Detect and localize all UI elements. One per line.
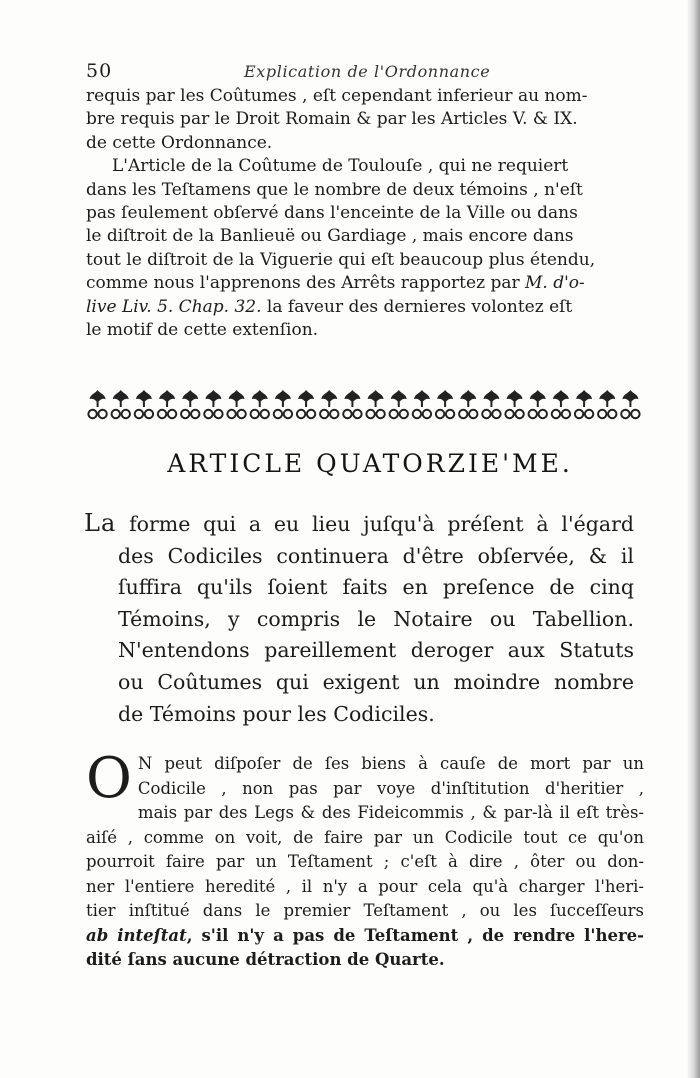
fleuron-icon [575,390,593,418]
intro-line: requis par les Coûtumes , eſt cependant inferieur au nom- [86,86,588,106]
intro-line: dans les Teſtamens que le nombre de deux témoins , n'eſt [86,179,583,200]
commentary-line: pourroit faire par un Teſtament ; c'eſt à dire , ôter ou don- [86,852,644,871]
intro-line: pas ſeulement obſervé dans l'enceinte de la Ville ou dans [86,203,578,224]
article-line: Témoins, y compris le Notaire ou Tabellion. [118,606,634,631]
fleuron-icon [621,390,639,418]
fleuron-icon [227,390,245,418]
commentary-line: aiſé , comme on voit, de faire par un Codicile tout ce qu'on [86,827,644,847]
intro-line: bre requis par le Droit Romain & par les Articles V. & IX. [86,109,578,130]
fleuron-icon [297,390,315,418]
commentary-line: tier inſtitué dans le premier Teſtament , ou les ſucceſſeurs [86,901,644,920]
article-line: N'entendons pareillement deroger aux Statuts [118,638,634,663]
article-text [84,508,634,730]
fleuron-ornament [86,388,642,422]
article-line: des Codiciles continuera d'être obſervée, & il [118,543,634,568]
commentary-line: mais par des Legs & des Fideicommis , & par-là il eſt très- [137,803,644,822]
fleuron-icon [482,390,500,418]
intro-line: live Liv. 5. Chap. 32. la faveur des dernieres volontez eſt [86,296,573,317]
fleuron-icon [204,390,222,418]
intro-line: le diſtroit de la Banlieuë ou Gardiage , mais encore dans [86,226,574,247]
fleuron-icon [274,390,292,418]
page-header [86,60,646,88]
fleuron-icon [552,390,570,418]
fleuron-icon [251,390,269,418]
fleuron-icon [390,390,408,418]
fleuron-icon [529,390,547,418]
commentary-line: ner l'entiere heredité , il n'y a pour cela qu'à charger l'heri- [86,876,644,896]
intro-line: le motif de cette extenſion. [86,320,319,341]
running-head: Explication de l'Ordonnance [244,62,491,81]
page-number: 50 [86,60,113,82]
fleuron-icon [459,390,477,418]
article-title: ARTICLE QUATORZIE'ME. [167,449,573,478]
fleuron-icon [413,390,431,418]
fleuron-icon [112,390,130,418]
fleuron-icon [343,390,361,418]
commentary [86,746,645,973]
fleuron-icon [158,390,176,418]
article-line: La forme qui a eu lieu juſqu'à préſent à l'égard [84,509,634,537]
fleuron-icon [598,390,616,418]
page-edge-shadow [686,0,700,1078]
intro-paragraphs [86,85,654,342]
intro-line: comme nous l'apprenons des Arrêts rapportez par M. d'o- [86,273,585,294]
fleuron-band [88,390,639,418]
fleuron-icon [366,390,384,418]
intro-line: de cette Ordonnance. [86,132,273,153]
intro-line: L'Article de la Coûtume de Toulouſe , qui ne requiert [112,156,569,177]
fleuron-icon [320,390,338,418]
commentary-line: Codicile , non pas par voye d'inſtitution d'heritier , [137,778,644,798]
drop-cap: O [86,746,132,811]
commentary-line: ab inteſtat, s'il n'y a pas de Teſtament , de rendre l'here- [86,925,645,945]
commentary-line: N peut diſpoſer de ſes biens à cauſe de mort par un [137,754,644,773]
article-line: de Témoins pour les Codiciles. [118,701,435,726]
fleuron-icon [505,390,523,418]
fleuron-icon [181,390,199,418]
intro-line: tout le diſtroit de la Viguerie qui eſt beaucoup plus étendu, [86,249,596,270]
fleuron-icon [436,390,454,418]
fleuron-icon [135,390,153,418]
commentary-line: dité ſans aucune détraction de Quarte. [86,950,445,969]
fleuron-icon [88,390,106,418]
article-line: ou Coûtumes qui exigent un moindre nombre [118,669,634,694]
article-line: ſuffira qu'ils ſoient faits en preſence de cinq [118,575,634,600]
